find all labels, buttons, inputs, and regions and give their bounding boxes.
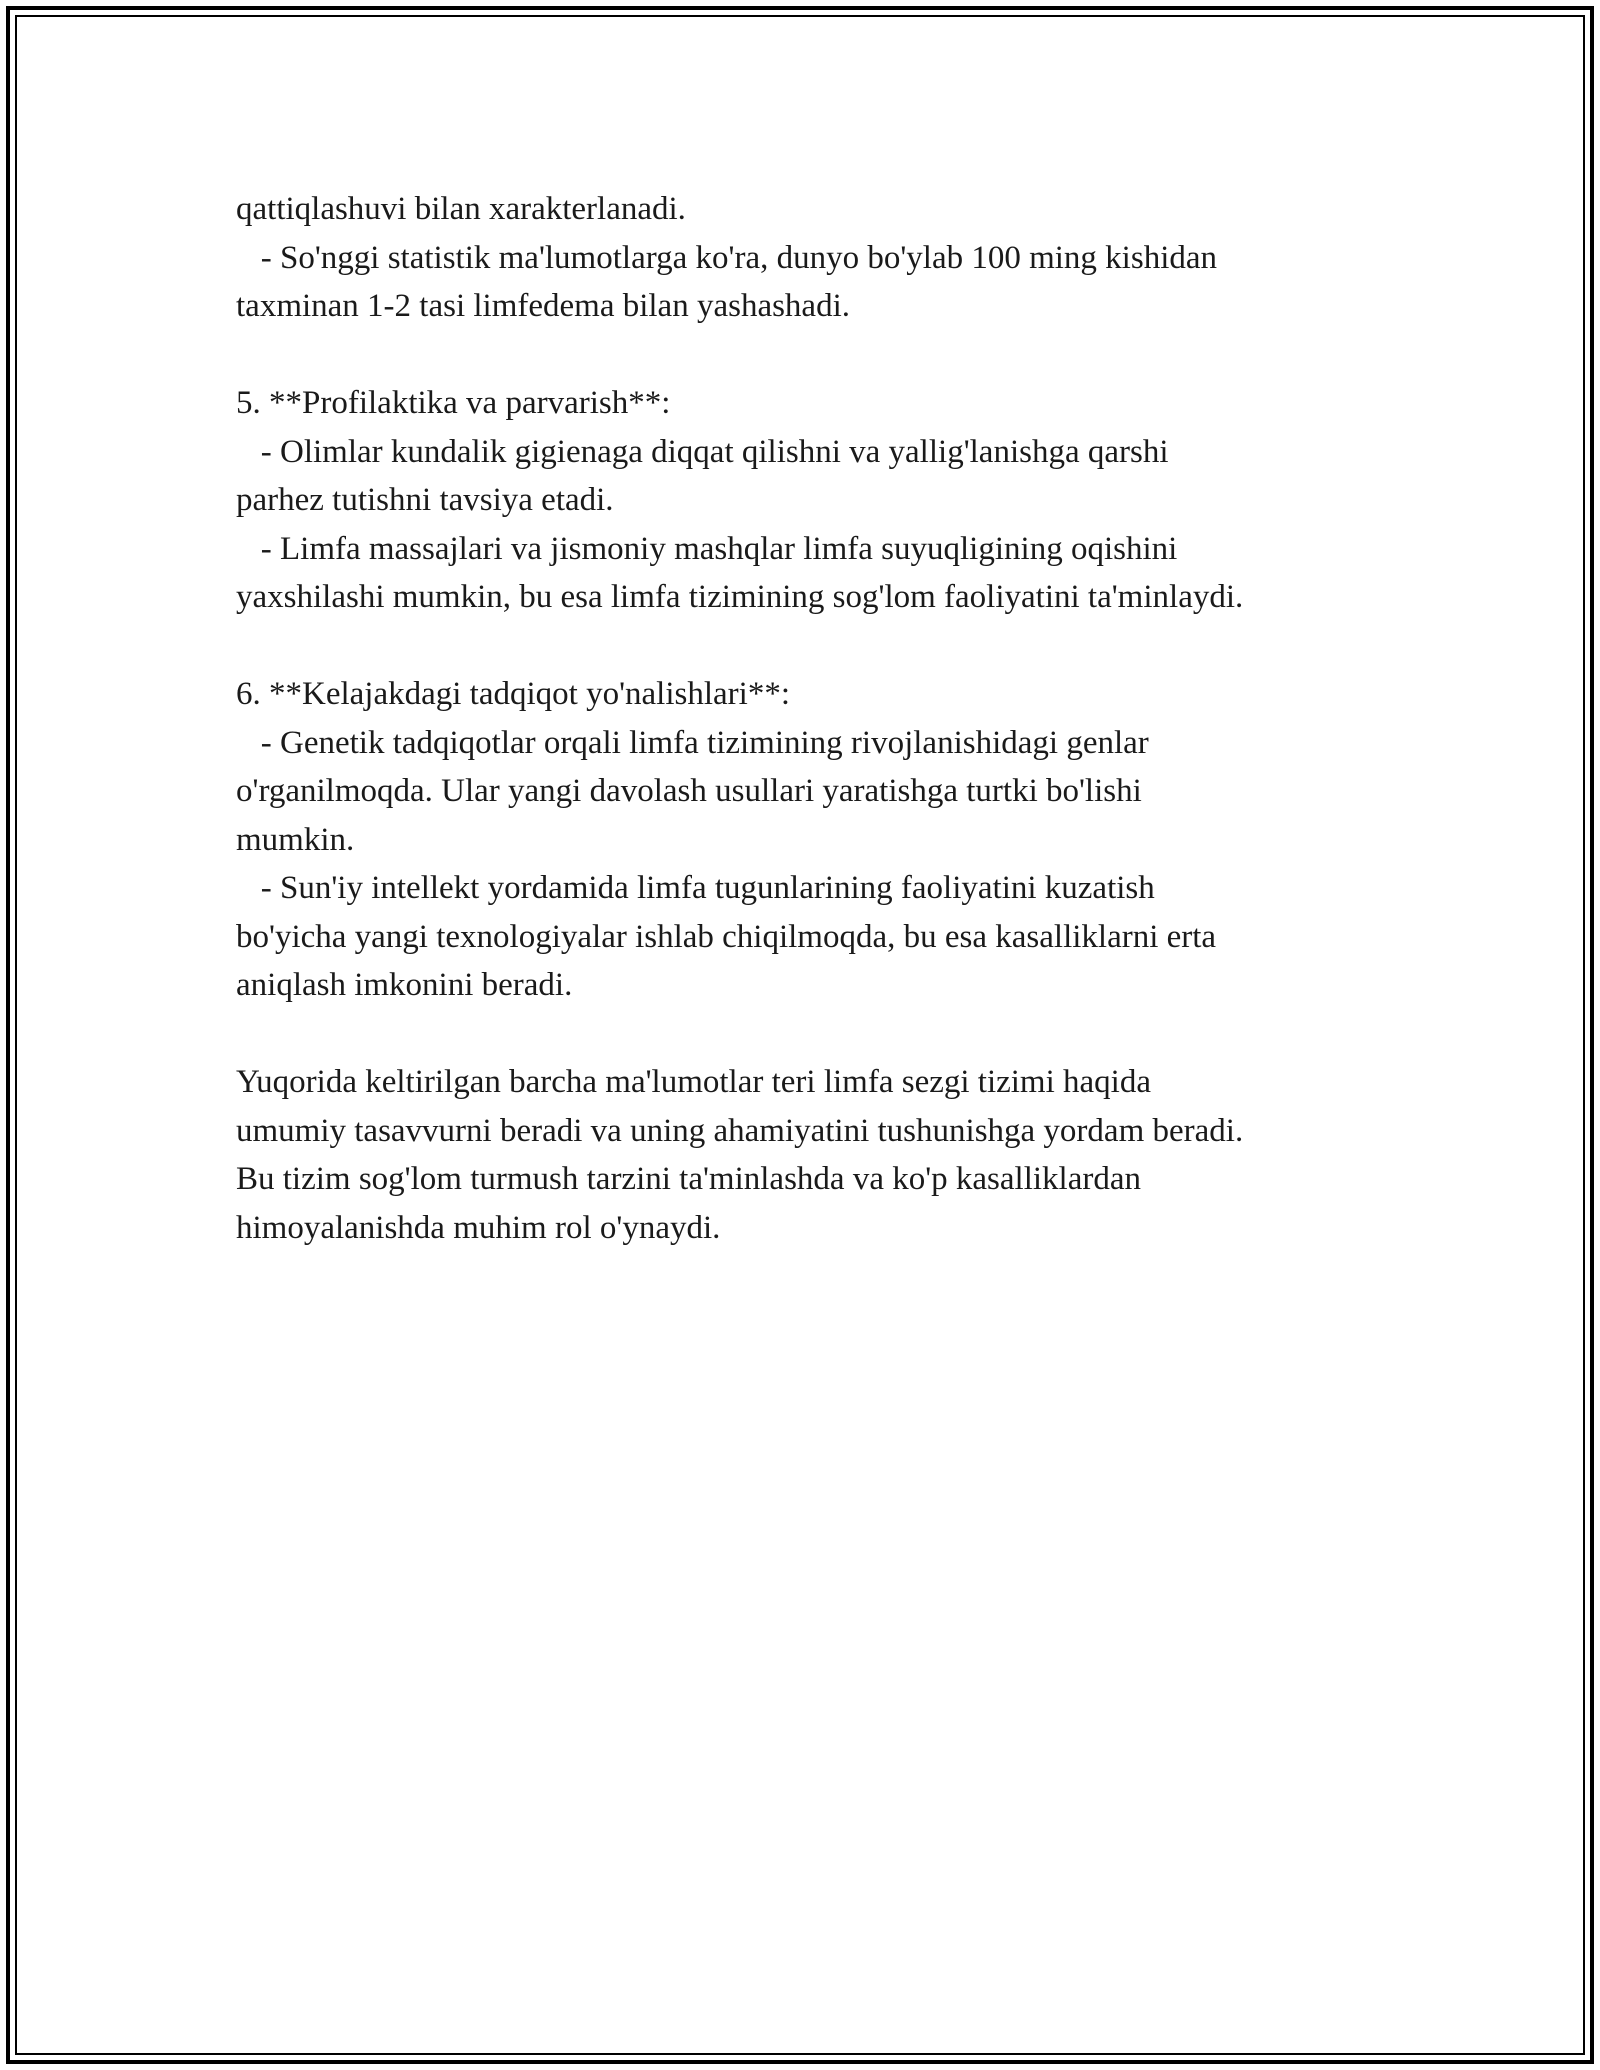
text-line: taxminan 1-2 tasi limfedema bilan yashashadi.	[236, 288, 850, 324]
text-line: Bu tizim sog'lom turmush tarzini ta'minlashda va ko'p kasalliklardan	[236, 1161, 1142, 1197]
section-heading: 5. **Profilaktika va parvarish**:	[236, 385, 671, 421]
paragraph-gap	[236, 331, 1386, 380]
text-line: o'rganilmoqda. Ular yangi davolash usullari yaratishga turtki bo'lishi	[236, 773, 1142, 809]
paragraph-gap	[236, 622, 1386, 671]
text-line: parhez tutishni tavsiya etadi.	[236, 482, 614, 518]
text-line: Yuqorida keltirilgan barcha ma'lumotlar teri limfa sezgi tizimi haqida	[236, 1064, 1151, 1100]
text-line: - Limfa massajlari va jismoniy mashqlar limfa suyuqligining oqishini	[236, 530, 1178, 567]
text-line: umumiy tasavvurni beradi va uning ahamiyatini tushunishga yordam beradi.	[236, 1112, 1244, 1149]
text-line: - Genetik tadqiqotlar orqali limfa tizimining rivojlanishidagi genlar	[236, 724, 1149, 761]
text-line: - So'nggi statistik ma'lumotlarga ko'ra, dunyo bo'ylab 100 ming kishidan	[236, 239, 1218, 276]
text-line: yaxshilashi mumkin, bu esa limfa tizimining sog'lom faoliyatini ta'minlaydi.	[236, 579, 1244, 615]
section-heading: 6. **Kelajakdagi tadqiqot yo'nalishlari**:	[236, 676, 790, 712]
text-line: bo'yicha yangi texnologiyalar ishlab chiqilmoqda, bu esa kasalliklarni erta	[236, 918, 1217, 955]
text-line: himoyalanishda muhim rol o'ynaydi.	[236, 1209, 721, 1246]
text-line: qattiqlashuvi bilan xarakterlanadi.	[236, 191, 686, 227]
text-line: - Sun'iy intellekt yordamida limfa tugunlarining faoliyatini kuzatish	[236, 870, 1155, 906]
text-line: - Olimlar kundalik gigienaga diqqat qilishni va yallig'lanishga qarshi	[236, 433, 1169, 470]
document-body	[236, 185, 1386, 1252]
text-line: mumkin.	[236, 821, 355, 858]
paragraph-gap	[236, 1010, 1386, 1059]
text-line: aniqlash imkonini beradi.	[236, 967, 573, 1003]
